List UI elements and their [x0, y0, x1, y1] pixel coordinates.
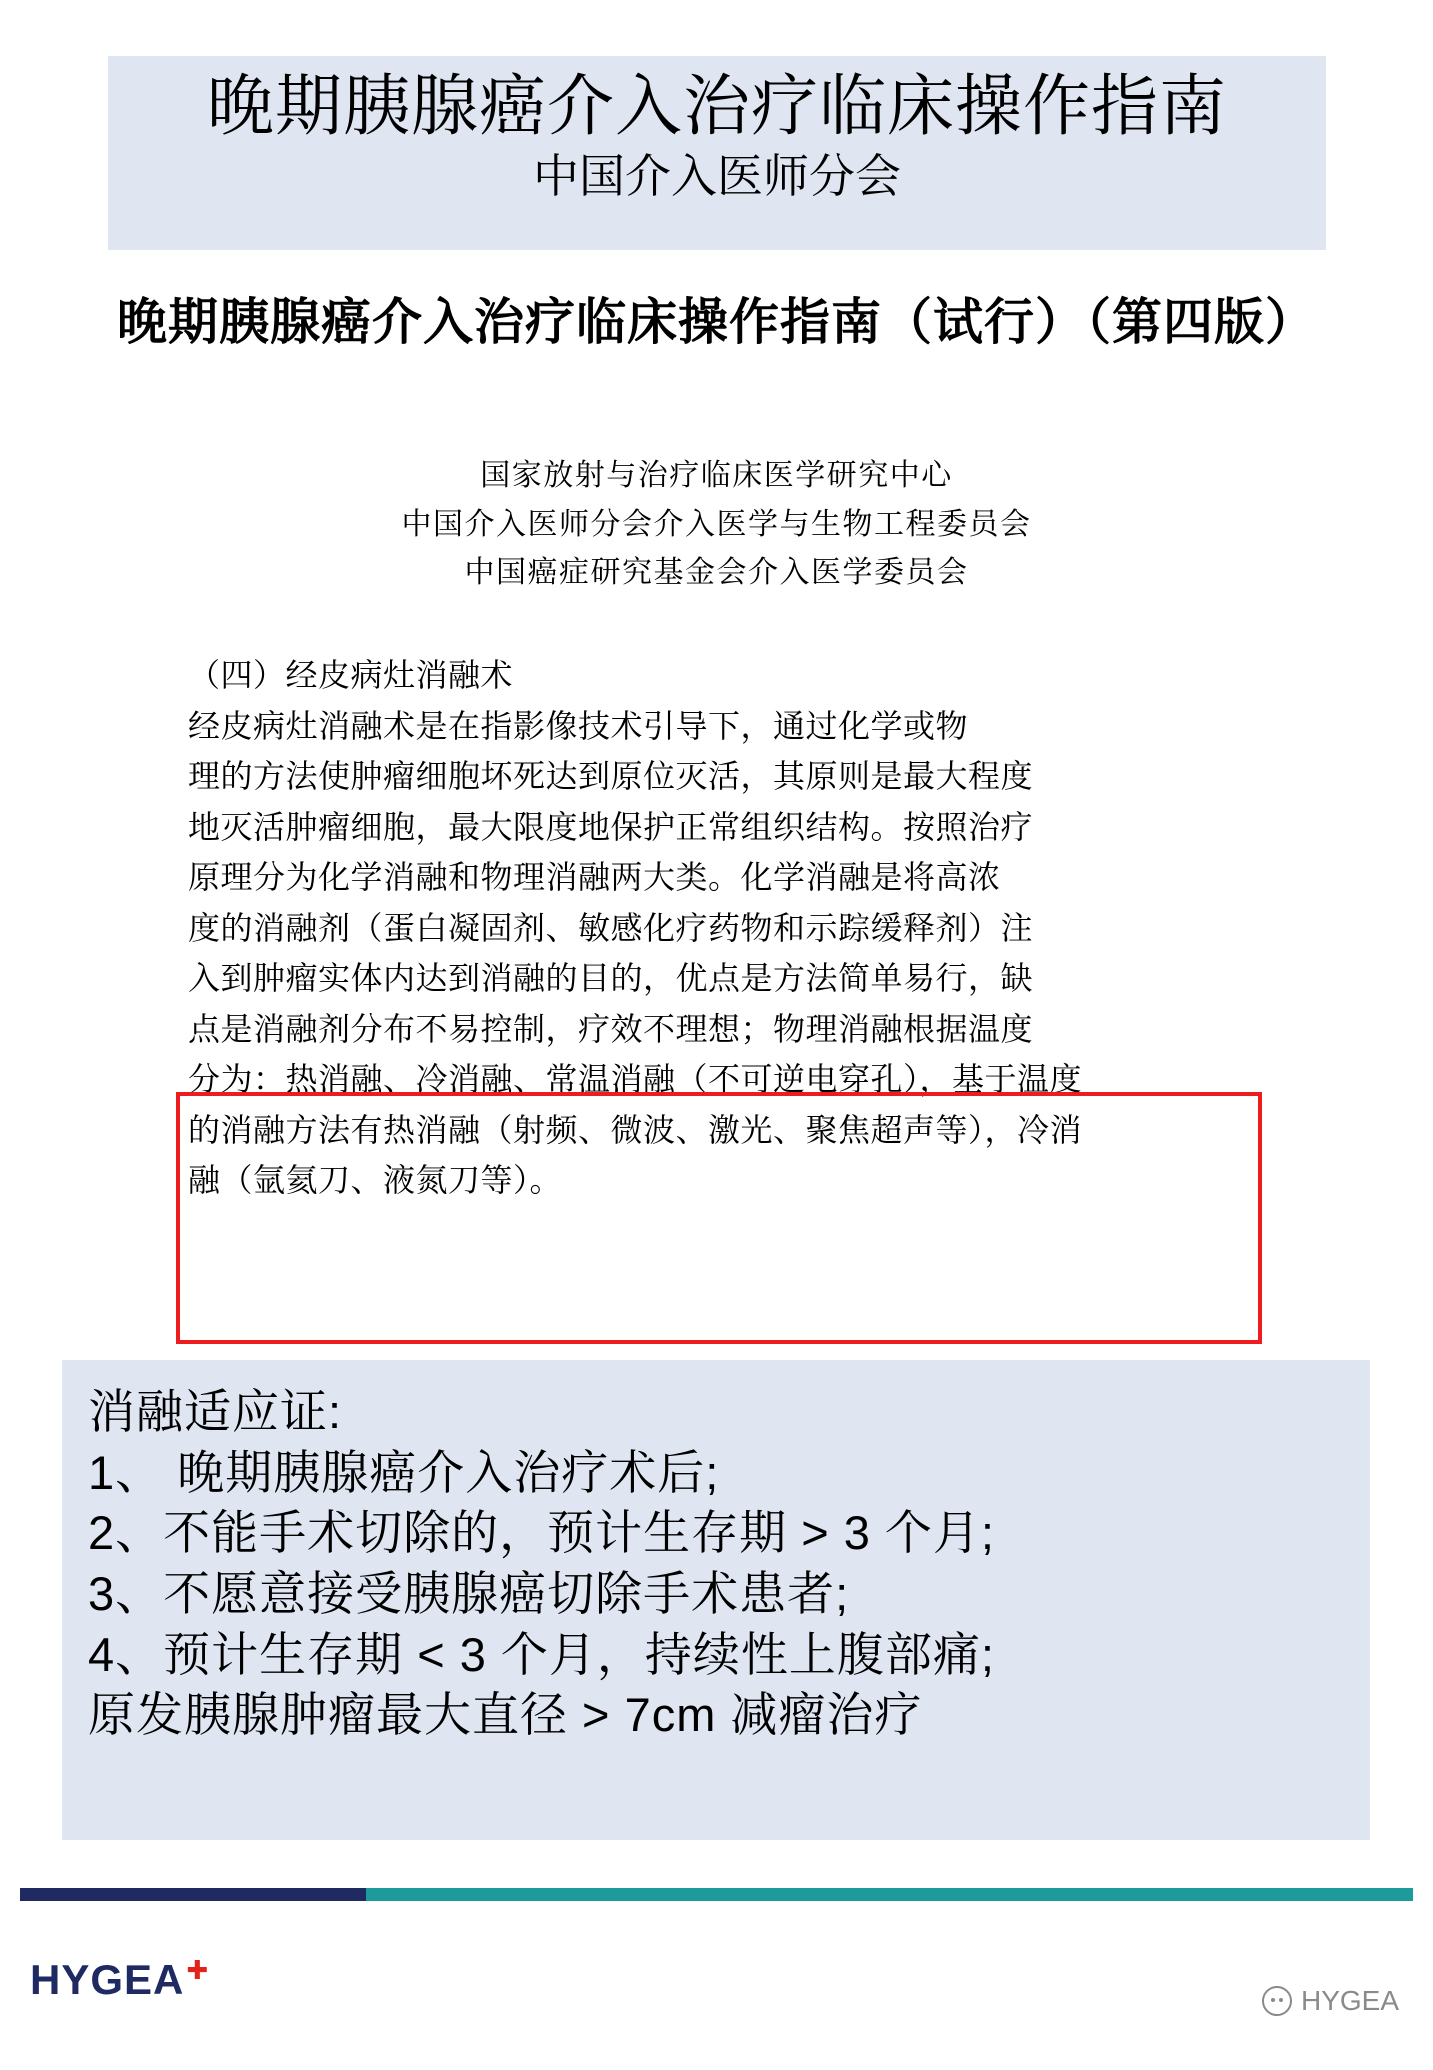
- medical-cross-icon: ✚: [186, 1955, 210, 1985]
- hygea-logo-text: HYGEA: [30, 1956, 185, 2003]
- paragraph-line: 经皮病灶消融术是在指影像技术引导下，通过化学或物: [188, 707, 969, 744]
- indications-title: 消融适应证:: [88, 1385, 343, 1438]
- indications-panel: [62, 1360, 1370, 1840]
- indication-item: 1、 晚期胰腺癌介入治疗术后;: [88, 1445, 720, 1499]
- document-heading: 晚期胰腺癌介入治疗临床操作指南（试行）（第四版）: [117, 294, 1316, 350]
- wechat-footer: [1262, 1985, 1399, 2017]
- paragraph-line: 理的方法使肿瘤细胞坏死达到原位灭活，其原则是最大程度: [188, 758, 1034, 795]
- red-highlight-box: [176, 1092, 1262, 1344]
- indication-item: 4、预计生存期 < 3 个月，持续性上腹部痛;: [88, 1627, 995, 1681]
- paragraph-line-highlighted: 的消融方法有热消融（射频、微波、激光、聚焦超声等），冷消: [188, 1111, 1083, 1148]
- footer-rule-right: [366, 1888, 1413, 1901]
- indication-item: 2、不能手术切除的，预计生存期 > 3 个月;: [88, 1506, 995, 1560]
- header-subtitle: 中国介入医师分会: [533, 150, 901, 203]
- paragraph-line: 地灭活肿瘤细胞，最大限度地保护正常组织结构。按照治疗: [188, 808, 1034, 845]
- paragraph-line: 入到肿瘤实体内达到消融的目的，优点是方法简单易行，缺: [188, 960, 1034, 997]
- hygea-logo: [30, 1955, 209, 2004]
- paragraph-line-highlighted: 点是消融剂分布不易控制，疗效不理想；物理消融根据温度: [188, 1010, 1034, 1047]
- organization-line: 国家放射与治疗临床医学研究中心: [480, 459, 953, 492]
- organization-line: 中国癌症研究基金会介入医学委员会: [464, 556, 969, 590]
- paragraph-line-highlighted: 分为：热消融、冷消融、常温消融（不可逆电穿孔），基于温度: [188, 1061, 1083, 1098]
- indication-item: 原发胰腺肿瘤最大直径 > 7cm 减瘤治疗: [88, 1688, 923, 1742]
- organization-list: [0, 452, 1433, 598]
- wechat-icon: [1262, 1986, 1292, 2016]
- paragraph-line: 原理分为化学消融和物理消融两大类。化学消融是将高浓: [188, 859, 1001, 896]
- paragraph-line-highlighted: 融（氩氦刀、液氮刀等）。: [188, 1162, 563, 1199]
- paragraph-line: 度的消融剂（蛋白凝固剂、敏感化疗药物和示踪缓释剂）注: [188, 909, 1034, 946]
- indication-item: 3、不愿意接受胰腺癌切除手术患者;: [88, 1566, 850, 1620]
- organization-line: 中国介入医师分会介入医学与生物工程委员会: [401, 507, 1032, 541]
- header-banner: [108, 56, 1326, 250]
- section-title: （四）经皮病灶消融术: [188, 657, 514, 693]
- wechat-label: HYGEA: [1300, 1985, 1399, 2016]
- footer-rule-left: [20, 1888, 366, 1901]
- header-title: 晚期胰腺癌介入治疗临床操作指南: [207, 69, 1227, 144]
